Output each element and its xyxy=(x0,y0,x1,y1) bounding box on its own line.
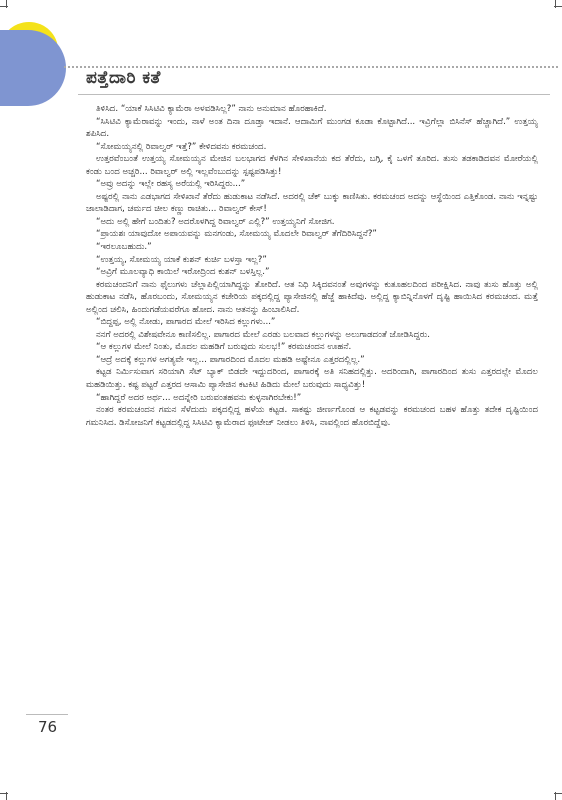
paragraph: ನನಗೆ ಅದರಲ್ಲಿ ವಿಶೇಷವೇನೂ ಕಾಣಿಸಲಿಲ್ಲ. ಪಾಗಾರದ ಮೇಲೆ ಎರಡು ಬಲವಾದ ಕಲ್ಲುಗಳನ್ನು ಅಲುಗಾಡದಂತೆ ಜೋಡಿಸಿದ್ದರು. xyxy=(96,329,430,340)
crop-mark xyxy=(0,793,8,794)
story-text xyxy=(86,103,538,429)
crop-mark xyxy=(0,6,8,7)
crop-mark xyxy=(554,6,562,7)
paragraph: “ಉತ್ತಯ್ಯ, ಸೋಮಯ್ಯ ಯಾಕೆ ಕುಶನ್ ಕುರ್ಚಿ ಬಳಸ್ತಾ ಇಲ್ಲ?” xyxy=(96,254,267,265)
paragraph: ಉತ್ತರವೆಂಬಂತೆ ಉತ್ತಯ್ಯ ಸೋಮಯ್ಯನ ಮೇಜಿನ ಬಲಭಾಗದ ಕೆಳಗಿನ ಸೇಳಿಖಾನೆಯ ಕದ ತೆರೆದು, ಬಗ್ಗಿ, ಕೈ ಒಳಗೆ ತೂರಿದ. ತುಸು ತಡಕಾಡಿದವನ ಮೋರೆಯಲ್ಲಿ ಕಂಡು ಬಂದ ಅಚ್ಚರಿ... ರಿವಾಲ್ವರ್ ಅಲ್ಲಿ ಇಲ್ಲವೆಂಬುದನ್ನು ಸ್ಪಷ್ಟಪಡಿಸಿತ್ತು! xyxy=(86,154,538,177)
paragraph: “ಸಿಸಿಟಿವಿ ಕ್ಯಾಮೆರಾವನ್ನು ಇಂದು, ನಾಳೆ ಅಂತ ದಿನಾ ದೂಡ್ತಾ ಇದಾನೆ. ಆದಾಮಿಗೆ ಮುಂಗಡ ಕೂಡಾ ಕೊಟ್ಟಾಗಿದೆ... ಇವ್ರಿಗೆಲ್ಲಾ ಬಿಸಿನೆಸ್ ಹೆಚ್ಚಾಗಿದೆ.” ಉತ್ತಯ್ಯ ಶಪಿಸಿದ. xyxy=(86,116,538,140)
paragraph: “ಆ ಕಲ್ಲುಗಳ ಮೇಲೆ ನಿಂತು, ಮೊದಲ ಮಹಡಿಗೆ ಬರುವುದು ಸುಲಭ!” ಕರಮಚಂದನ ಊಹನೆ. xyxy=(96,342,352,353)
crop-mark xyxy=(554,793,562,794)
paragraph: “ಪ್ರಾಯಶಃ ಯಾವುದೋ ಅಪಾಯವನ್ನು ಮನಗಂಡು, ಸೋಮಯ್ಯ ಮೊದಲೇ ರಿವಾಲ್ವರ್ ತೆಗೆದಿರಿಸಿದ್ದನೆ?” xyxy=(96,229,377,240)
paragraph: “ಇರಲೂಬಹುದು.” xyxy=(96,242,152,253)
paragraph: “ಬಿದ್ದಪ್ಪ, ಅಲ್ಲಿ ನೋಡು, ಪಾಗಾರದ ಮೇಲೆ ಇರಿಸಿದ ಕಲ್ಲುಗಳು...” xyxy=(96,317,276,328)
paragraph: ಅಷ್ಟರಲ್ಲಿ ನಾನು ಎಡಭಾಗದ ಸೇಳಿಖಾನೆ ತೆರೆದು ಹುಡುಕಾಟ ನಡೆಸಿದೆ. ಅದರಲ್ಲಿ ಚೆಕ್ ಬುಕ್ಕು ಕಾಣಿಸಿತು. ಕರಮಚಂದ ಅದನ್ನು ಆಸ್ಥೆಯಿಂದ ಎತ್ತಿಕೊಂಡ. ನಾನು ಇನ್ನಷ್ಟು ಜಾಲಾಡಿದಾಗ, ಚರ್ಮದ ಚೀಲ ಕಣ್ಣು ರಾಚಿತು... ರಿವಾಲ್ವರ್ ಕೇಸ್! xyxy=(86,191,538,215)
paragraph: “ಹಾಗಿದ್ದರೆ ಅದರ ಅರ್ಥ... ಅದನ್ನೇರಿ ಬರುವಂತಹವನು ಕುಳ್ಳನಾಗಿರಬೇಕು!” xyxy=(96,392,302,403)
page-number: 76 xyxy=(38,718,58,736)
section-title: ಪತ್ತೆದಾರಿ ಕತೆ xyxy=(86,68,161,88)
paragraph: ಕರಮಚಂದನಿಗೆ ನಾನು ಫೈಲುಗಳು ಚೆಲ್ಲಾಪಿಲ್ಲಿಯಾಗಿದ್ದನ್ನು ತೋರಿದೆ. ಆತ ನಿಧಿ ಸಿಕ್ಕಿದವನಂತೆ ಅವುಗಳನ್ನು ಕುತೂಹಲದಿಂದ ಪರೀಕ್ಷಿಸಿದ. ನಾವು ತುಸು ಹೊತ್ತು ಅಲ್ಲಿ ಹುಡುಕಾಟ ನಡೆಸಿ, ಹೊರಬಂದು, ಸೋಮಯ್ಯನ ಕಚೇರಿಯ ಪಕ್ಕದಲ್ಲಿದ್ದ ಪ್ಯಾಸೇಜಿನಲ್ಲಿ ಹೆಜ್ಜೆ ಹಾಕಿದೆವು. ಅಲ್ಲಿದ್ದ ಕ್ಯಾಬಿನ್ನಿನೊಳಗೆ ದೃಷ್ಟಿ ಹಾಯಿಸಿದ ಕರಮಚಂದ. ಮತ್ತೆ ಅಲ್ಲಿಂದ ಚಲಿಸಿ, ಹಿಂದುಗಡೆಯವರೆಗೂ ಹೋದ. ನಾನು ಆತನನ್ನು ಹಿಂಬಾಲಿಸಿದೆ. xyxy=(86,279,538,315)
paragraph: ತಿಳಿಸಿದ. “ಯಾಕೆ ಸಿಸಿಟಿವಿ ಕ್ಯಾಮೆರಾ ಅಳವಡಿಸಿಲ್ಲ?” ನಾನು ಅನುಮಾನ ಹೊರಹಾಕಿದೆ. xyxy=(96,104,327,114)
paragraph: ಕಟ್ಟಡ ನಿರ್ಮಿಸುವಾಗ ಸರಿಯಾಗಿ ಸೆಟ್ ಬ್ಯಾಕ್ ಬಿಡದೇ ಇದ್ದುದರಿಂದ, ಪಾಗಾರಕ್ಕೆ ಅತಿ ಸನಿಹದಲ್ಲಿತ್ತು. ಅದರಿಂದಾಗಿ, ಪಾಗಾರದಿಂದ ತುಸು ಎತ್ತರದಲ್ಲೇ ಮೊದಲ ಮಹಡಿಯಿತ್ತು. ಕಷ್ಟ ಪಟ್ಟರೆ ಎತ್ತರದ ಆಸಾಮಿ ಪ್ಯಾಸೇಜಿನ ಕಟಕಿಟಿ ಹಿಡಿದು ಮೇಲೆ ಬರುವುದು ಸಾಧ್ಯವಿತ್ತು! xyxy=(86,367,538,391)
paragraph: ನಂತರ ಕರಮಚಂದನ ಗಮನ ಸೆಳೆದುದು ಪಕ್ಕದಲ್ಲಿದ್ದ ಹಳೆಯ ಕಟ್ಟಡ. ಸಾಕಷ್ಟು ಜೀರ್ಣಗೊಂಡ ಆ ಕಟ್ಟಡವನ್ನು ಕರಮಚಂದ ಬಹಳ ಹೊತ್ತು ತದೇಕ ದೃಷ್ಟಿಯಿಂದ ಗಮನಿಸಿದ. ಡಿಸೋಜನಿಗೆ ಕಟ್ಟಡದಲ್ಲಿದ್ದ ಸಿಸಿಟಿವಿ ಕ್ಯಾಮೆರಾದ ಫೂಟೇಜ್ ನೀಡಲು ತಿಳಿಸಿ, ನಾವಲ್ಲಿಂದ ಹೊರಬಿದ್ದೆವು. xyxy=(86,405,538,428)
page-number-rule xyxy=(26,714,68,715)
paragraph: “ಅವ್ರಿಗೆ ಮೂಲವ್ಯಾಧಿ ಕಾಯಿಲೆ ಇರೋದ್ರಿಂದ ಕುಶನ್ ಬಳಸ್ತಿಲ್ಲ.” xyxy=(96,267,270,278)
paragraph: “ಆದ್ರೆ ಅದಕ್ಕೆ ಕಲ್ಲುಗಳ ಅಗತ್ಯವೇ ಇಲ್ಲ... ಪಾಗಾರದಿಂದ ಮೊದಲ ಮಹಡಿ ಅಷ್ಟೇನೂ ಎತ್ತರದಲ್ಲಿಲ್ಲ.” xyxy=(96,354,365,365)
paragraph: “ಸೋಮಯ್ಯನಲ್ಲಿ ರಿವಾಲ್ವರ್ ಇತ್ತೆ?” ಕೇಳಿದವನು ಕರಮಚಂದ. xyxy=(96,141,267,152)
paragraph: “ಅವ್ರು ಅದನ್ನು ಇಲ್ಲೇ ರಹಸ್ಯ ಅರೆಯಲ್ಲಿ ಇರಿಸಿದ್ದರು...” xyxy=(96,179,246,190)
paragraph: “ಅದು ಅಲ್ಲಿ ಹೇಗೆ ಬಂದಿತು? ಅದರೊಳಗಿದ್ದ ರಿವಾಲ್ವರ್ ಎಲ್ಲಿ?” ಉತ್ತಯ್ಯನಿಗೆ ಸೋಜಿಗ. xyxy=(96,216,335,227)
title-underline xyxy=(78,94,550,95)
